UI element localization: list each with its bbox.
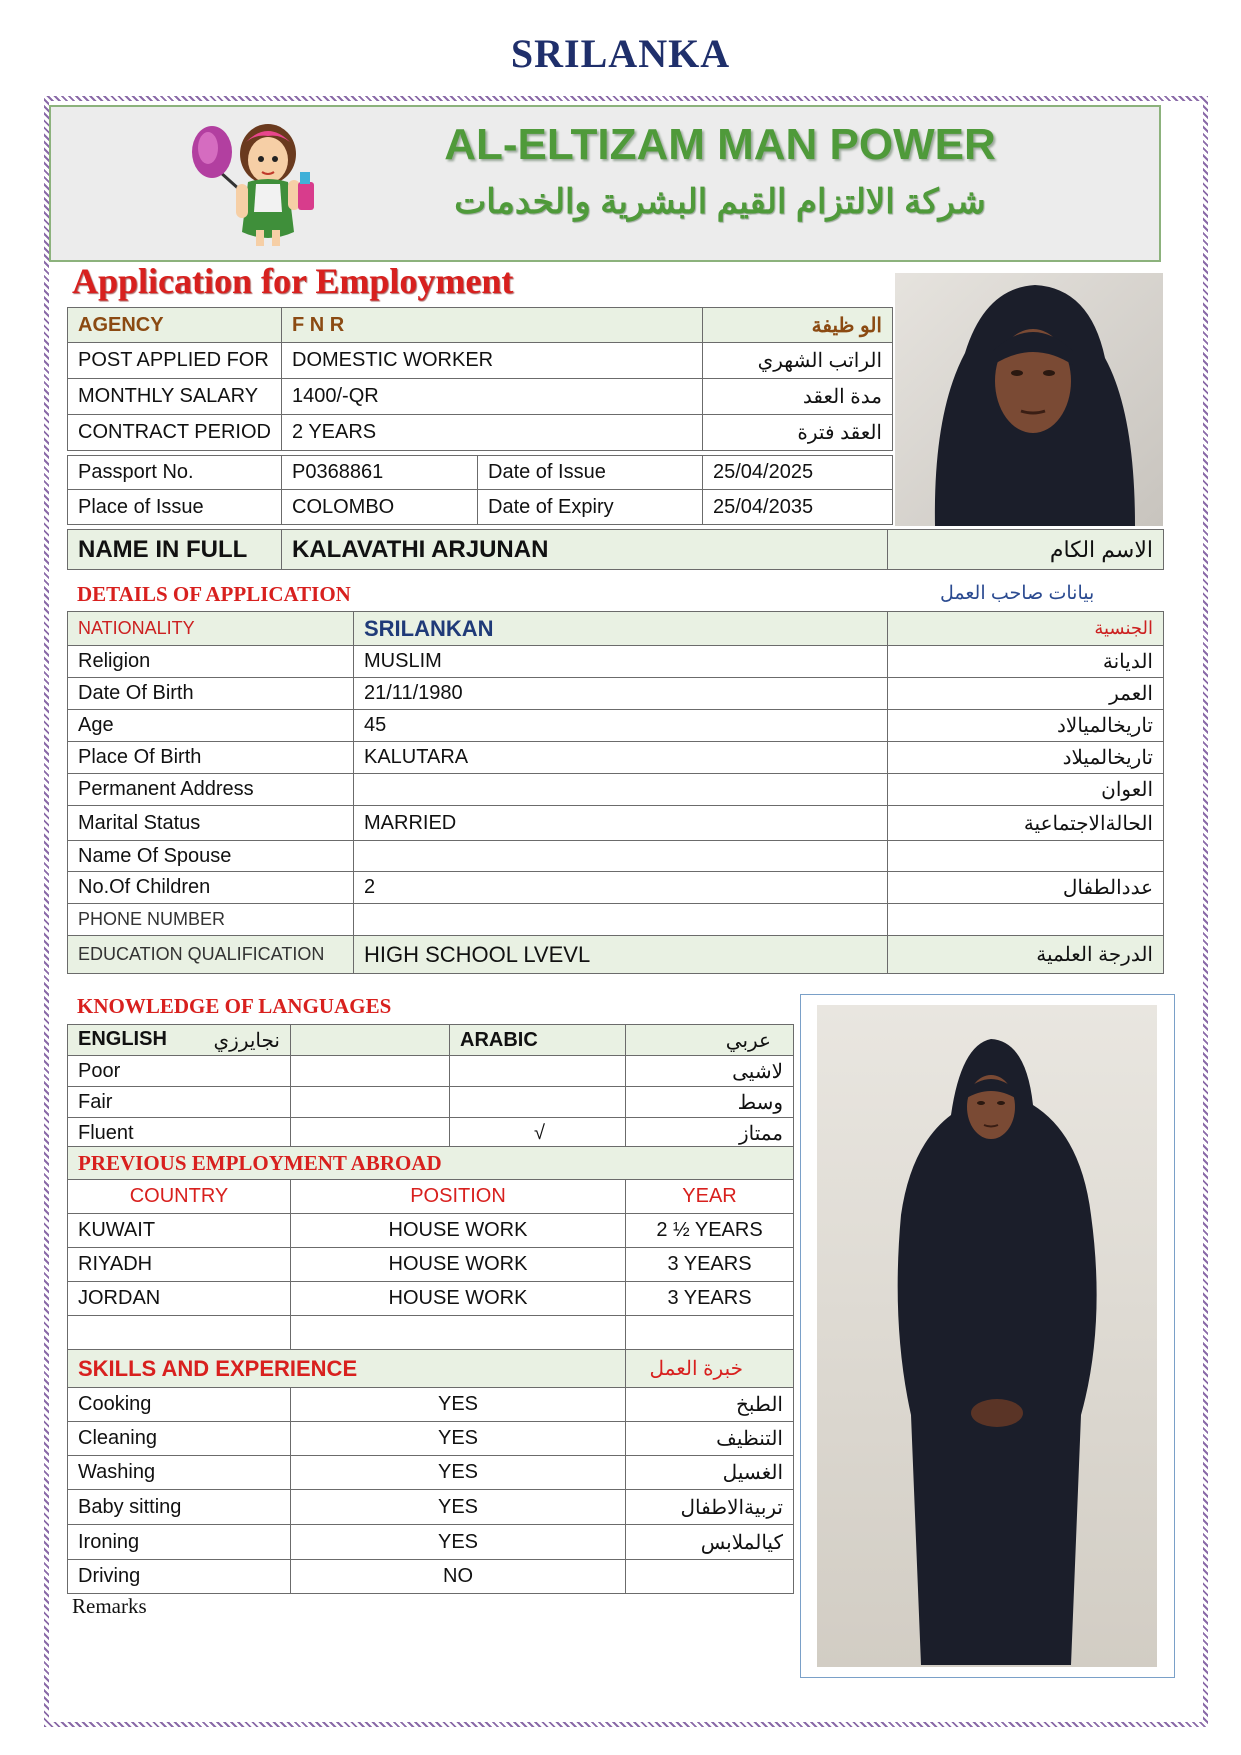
arabic-label: ARABIC bbox=[450, 1025, 626, 1056]
marital-value: MARRIED bbox=[354, 806, 888, 841]
lang-poor-english bbox=[291, 1056, 450, 1087]
employment-country: JORDAN bbox=[68, 1282, 291, 1316]
phone-ar bbox=[888, 904, 1164, 936]
lang-fluent-arabic: √ bbox=[450, 1118, 626, 1149]
education-ar: الدرجة العلمية bbox=[888, 936, 1164, 974]
skill-ar bbox=[626, 1560, 794, 1594]
english-header bbox=[68, 1025, 291, 1056]
date-of-expiry-value: 25/04/2035 bbox=[703, 490, 893, 525]
skill-ar: تربيةالاطفال bbox=[626, 1490, 794, 1525]
skill-row bbox=[68, 1456, 794, 1490]
lang-fair-label: Fair bbox=[68, 1087, 291, 1118]
remarks-label: Remarks bbox=[72, 1594, 147, 1618]
post-value: DOMESTIC WORKER bbox=[282, 343, 703, 379]
place-of-birth-row bbox=[68, 742, 1164, 774]
marital-label: Marital Status bbox=[68, 806, 354, 841]
skill-ar: كيالملابس bbox=[626, 1525, 794, 1560]
address-value bbox=[354, 774, 888, 806]
agency-row bbox=[68, 308, 893, 343]
age-value: 45 bbox=[354, 710, 888, 742]
employment-row bbox=[68, 1316, 794, 1350]
phone-value bbox=[354, 904, 888, 936]
employment-position bbox=[291, 1316, 626, 1350]
skill-ar: الغسيل bbox=[626, 1456, 794, 1490]
agency-value: F N R bbox=[282, 308, 703, 343]
lang-fair-ar: وسط bbox=[626, 1087, 794, 1118]
skill-row bbox=[68, 1560, 794, 1594]
col-position: POSITION bbox=[291, 1180, 626, 1214]
english-ar-label: نجايرزي bbox=[213, 1029, 280, 1052]
place-of-birth-label: Place Of Birth bbox=[68, 742, 354, 774]
name-row bbox=[68, 530, 1164, 570]
maid-logo-icon bbox=[190, 112, 340, 248]
dob-ar: العمر bbox=[888, 678, 1164, 710]
details-heading-ar: بيانات صاحب العمل bbox=[940, 583, 1095, 604]
employment-country: RIYADH bbox=[68, 1248, 291, 1282]
applicant-full-body-photo bbox=[800, 994, 1175, 1678]
skill-label: Baby sitting bbox=[68, 1490, 291, 1525]
address-label: Permanent Address bbox=[68, 774, 354, 806]
religion-ar: الديانة bbox=[888, 646, 1164, 678]
lang-fluent-label: Fluent bbox=[68, 1118, 291, 1149]
employment-heading-row bbox=[68, 1147, 794, 1180]
skill-label: Driving bbox=[68, 1560, 291, 1594]
employment-position: HOUSE WORK bbox=[291, 1248, 626, 1282]
nationality-label: NATIONALITY bbox=[68, 612, 354, 646]
name-table bbox=[67, 529, 1164, 570]
address-ar: العوان bbox=[888, 774, 1164, 806]
spouse-row bbox=[68, 841, 1164, 872]
skill-value: YES bbox=[291, 1456, 626, 1490]
nationality-ar: الجنسية bbox=[888, 612, 1164, 646]
children-row bbox=[68, 872, 1164, 904]
application-title: Application for Employment bbox=[72, 261, 514, 301]
country-title: SRILANKA bbox=[510, 31, 731, 76]
lang-poor-label: Poor bbox=[68, 1056, 291, 1087]
lang-fair-arabic bbox=[450, 1087, 626, 1118]
passport-table bbox=[67, 455, 893, 525]
education-value: HIGH SCHOOL LVEVL bbox=[354, 936, 888, 974]
details-table bbox=[67, 611, 1164, 974]
marital-ar: الحالةالاجتماعية bbox=[888, 806, 1164, 841]
age-ar: تاريخالميالاد bbox=[888, 710, 1164, 742]
details-heading: DETAILS OF APPLICATION bbox=[77, 582, 351, 606]
place-of-birth-ar: تاريخالميلاد bbox=[888, 742, 1164, 774]
col-year: YEAR bbox=[626, 1180, 794, 1214]
skill-value: YES bbox=[291, 1388, 626, 1422]
skill-row bbox=[68, 1490, 794, 1525]
lang-poor-row bbox=[68, 1056, 794, 1087]
skill-row bbox=[68, 1388, 794, 1422]
agency-table bbox=[67, 307, 893, 451]
languages-heading: KNOWLEDGE OF LANGUAGES bbox=[77, 994, 392, 1018]
phone-row bbox=[68, 904, 1164, 936]
employment-year: 3 YEARS bbox=[626, 1282, 794, 1316]
employment-row bbox=[68, 1214, 794, 1248]
spouse-label: Name Of Spouse bbox=[68, 841, 354, 872]
agency-ar: الو ظيفة bbox=[703, 308, 893, 343]
skill-ar: الطبخ bbox=[626, 1388, 794, 1422]
employment-row bbox=[68, 1282, 794, 1316]
place-of-birth-value: KALUTARA bbox=[354, 742, 888, 774]
skill-value: YES bbox=[291, 1422, 626, 1456]
arabic-ar-label: عربي bbox=[626, 1025, 794, 1056]
salary-value: 1400/-QR bbox=[282, 379, 703, 415]
employment-table bbox=[67, 1146, 794, 1350]
lang-poor-ar: لاشيى bbox=[626, 1056, 794, 1087]
post-row bbox=[68, 343, 893, 379]
passport-no-value: P0368861 bbox=[282, 456, 478, 490]
education-label: EDUCATION QUALIFICATION bbox=[68, 936, 354, 974]
employment-position: HOUSE WORK bbox=[291, 1214, 626, 1248]
date-of-expiry-label: Date of Expiry bbox=[478, 490, 703, 525]
children-value: 2 bbox=[354, 872, 888, 904]
col-country: COUNTRY bbox=[68, 1180, 291, 1214]
marital-row bbox=[68, 806, 1164, 841]
languages-table bbox=[67, 1024, 794, 1149]
employment-position: HOUSE WORK bbox=[291, 1282, 626, 1316]
skill-ar: التنظيف bbox=[626, 1422, 794, 1456]
date-of-issue-label: Date of Issue bbox=[478, 456, 703, 490]
name-ar: الاسم الكام bbox=[888, 530, 1164, 570]
contract-ar: العقد فترة bbox=[703, 415, 893, 451]
age-row bbox=[68, 710, 1164, 742]
lang-fluent-ar: ممتاز bbox=[626, 1118, 794, 1149]
skill-row bbox=[68, 1422, 794, 1456]
place-of-issue-label: Place of Issue bbox=[68, 490, 282, 525]
employment-heading: PREVIOUS EMPLOYMENT ABROAD bbox=[68, 1147, 794, 1180]
spouse-value bbox=[354, 841, 888, 872]
employment-country bbox=[68, 1316, 291, 1350]
salary-label: MONTHLY SALARY bbox=[68, 379, 282, 415]
skill-label: Washing bbox=[68, 1456, 291, 1490]
children-ar: عددالطفال bbox=[888, 872, 1164, 904]
lang-fluent-row bbox=[68, 1118, 794, 1149]
company-name-ar: شركة الالتزام القيم البشرية والخدمات bbox=[454, 183, 986, 221]
lang-poor-arabic bbox=[450, 1056, 626, 1087]
skills-heading: SKILLS AND EXPERIENCE bbox=[68, 1350, 626, 1388]
skill-label: Cleaning bbox=[68, 1422, 291, 1456]
skill-value: YES bbox=[291, 1525, 626, 1560]
date-of-issue-value: 25/04/2025 bbox=[703, 456, 893, 490]
dob-label: Date Of Birth bbox=[68, 678, 354, 710]
place-row bbox=[68, 490, 893, 525]
religion-value: MUSLIM bbox=[354, 646, 888, 678]
lang-fair-english bbox=[291, 1087, 450, 1118]
passport-row bbox=[68, 456, 893, 490]
english-label: ENGLISH bbox=[78, 1027, 167, 1050]
name-value: KALAVATHI ARJUNAN bbox=[282, 530, 888, 570]
salary-ar: مدة العقد bbox=[703, 379, 893, 415]
education-row bbox=[68, 936, 1164, 974]
skill-label: Ironing bbox=[68, 1525, 291, 1560]
dob-row bbox=[68, 678, 1164, 710]
contract-value: 2 YEARS bbox=[282, 415, 703, 451]
english-header-blank bbox=[291, 1025, 450, 1056]
employment-year: 3 YEARS bbox=[626, 1248, 794, 1282]
company-name-en: AL-ELTIZAM MAN POWER bbox=[444, 120, 996, 169]
age-label: Age bbox=[68, 710, 354, 742]
skill-label: Cooking bbox=[68, 1388, 291, 1422]
lang-fluent-english bbox=[291, 1118, 450, 1149]
employment-year bbox=[626, 1316, 794, 1350]
religion-row bbox=[68, 646, 1164, 678]
passport-no-label: Passport No. bbox=[68, 456, 282, 490]
phone-label: PHONE NUMBER bbox=[68, 904, 354, 936]
employment-year: 2 ½ YEARS bbox=[626, 1214, 794, 1248]
skill-value: YES bbox=[291, 1490, 626, 1525]
dob-value: 21/11/1980 bbox=[354, 678, 888, 710]
agency-label: AGENCY bbox=[68, 308, 282, 343]
skill-value: NO bbox=[291, 1560, 626, 1594]
skills-heading-ar: خبرة العمل bbox=[626, 1350, 794, 1388]
applicant-portrait-photo bbox=[895, 273, 1163, 526]
post-ar: الراتب الشهري bbox=[703, 343, 893, 379]
spouse-ar bbox=[888, 841, 1164, 872]
name-label: NAME IN FULL bbox=[68, 530, 282, 570]
nationality-value: SRILANKAN bbox=[354, 612, 888, 646]
employment-country: KUWAIT bbox=[68, 1214, 291, 1248]
employment-columns-row bbox=[68, 1180, 794, 1214]
contract-label: CONTRACT PERIOD bbox=[68, 415, 282, 451]
place-of-issue-value: COLOMBO bbox=[282, 490, 478, 525]
employment-row bbox=[68, 1248, 794, 1282]
skills-heading-row bbox=[68, 1350, 794, 1388]
salary-row bbox=[68, 379, 893, 415]
religion-label: Religion bbox=[68, 646, 354, 678]
post-label: POST APPLIED FOR bbox=[68, 343, 282, 379]
skill-row bbox=[68, 1525, 794, 1560]
nationality-row bbox=[68, 612, 1164, 646]
skills-table bbox=[67, 1349, 794, 1594]
children-label: No.Of Children bbox=[68, 872, 354, 904]
lang-fair-row bbox=[68, 1087, 794, 1118]
contract-row bbox=[68, 415, 893, 451]
address-row bbox=[68, 774, 1164, 806]
languages-header-row bbox=[68, 1025, 794, 1056]
